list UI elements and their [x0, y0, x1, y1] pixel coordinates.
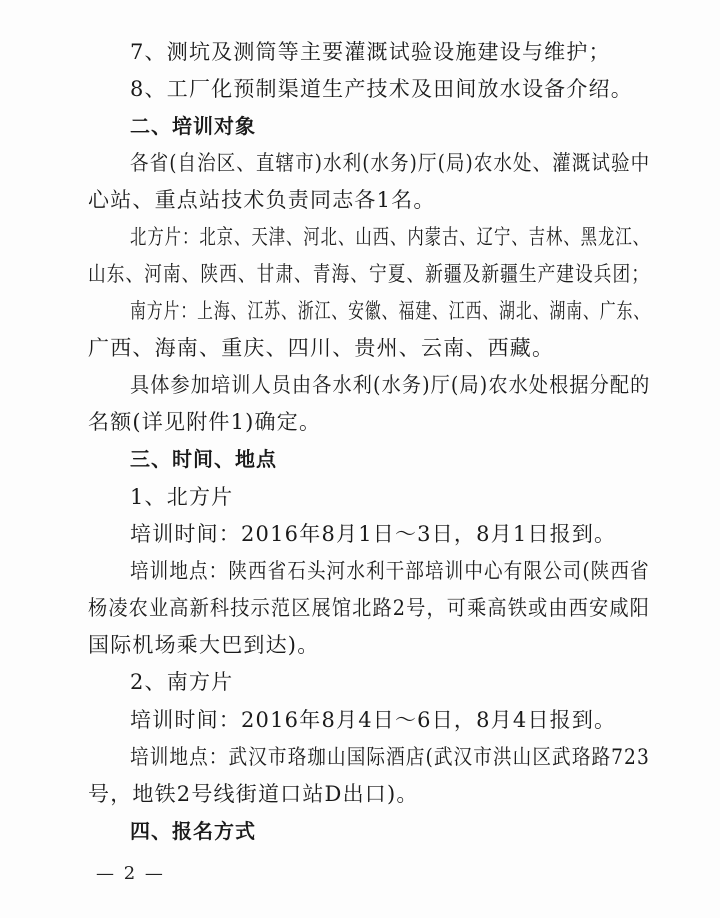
paragraph-line: 广西、海南、重庆、四川、贵州、云南、西藏。 [88, 336, 555, 360]
section-heading-2: 二、培训对象 [130, 114, 256, 138]
paragraph-line: 山东、河南、陕西、甘肃、青海、宁夏、新疆及新疆生产建设兵团； [88, 262, 650, 286]
section-heading-3: 三、时间、地点 [130, 447, 277, 471]
page-number: — 2 — [96, 863, 165, 884]
paragraph-line: 培训地点：武汉市珞珈山国际酒店(武汉市洪山区武珞路723 [130, 745, 650, 769]
subsection-north: 1、北方片 [130, 485, 234, 509]
paragraph-line: 各省(自治区、直辖市)水利(水务)厅(局)农水处、灌溉试验中 [130, 151, 651, 175]
paragraph-line: 培训时间：2016年8月1日～3日，8月1日报到。 [130, 522, 617, 546]
paragraph-line: 杨凌农业高新科技示范区展馆北路2号，可乘高铁或由西安咸阳 [88, 596, 650, 620]
paragraph-line: 号，地铁2号线街道口站D出口)。 [88, 782, 419, 806]
paragraph-line: 北方片：北京、天津、河北、山西、内蒙古、辽宁、吉林、黑龙江、 [130, 225, 651, 249]
section-heading-4: 四、报名方式 [130, 819, 256, 843]
paragraph-line: 心站、重点站技术负责同志各1名。 [88, 188, 436, 212]
list-item-8: 8、工厂化预制渠道生产技术及田间放水设备介绍。 [130, 77, 633, 101]
subsection-south: 2、南方片 [130, 670, 234, 694]
paragraph-line: 南方片：上海、江苏、浙江、安徽、福建、江西、湖北、湖南、广东、 [130, 299, 651, 323]
paragraph-line: 具体参加培训人员由各水利(水务)厅(局)农水处根据分配的 [130, 373, 651, 397]
list-item-7: 7、测坑及测筒等主要灌溉试验设施建设与维护； [130, 40, 611, 64]
paragraph-line: 培训地点：陕西省石头河水利干部培训中心有限公司(陕西省 [130, 559, 650, 583]
paragraph-line: 培训时间：2016年8月4日～6日，8月4日报到。 [130, 708, 617, 732]
paragraph-line: 名额(详见附件1)确定。 [88, 410, 322, 434]
paragraph-line: 国际机场乘大巴到达)。 [88, 633, 320, 657]
